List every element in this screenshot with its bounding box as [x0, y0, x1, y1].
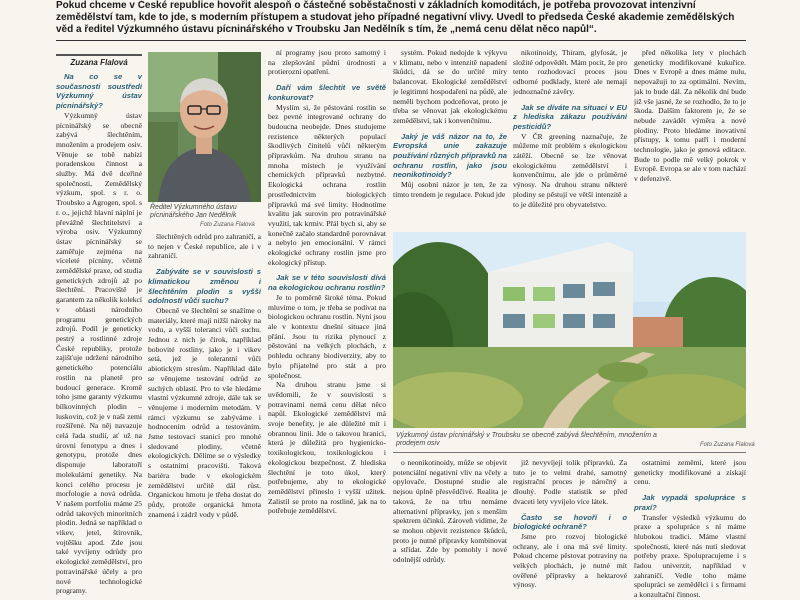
article-paragraph: Je to poměrně široké téma. Pokud mluvíme o tom, je třeba se podívat na biologickou ochranu rostlin. Nyní jsou ale v kontextu dnešní situace jiná přání. Jsou tu rizika plynoucí z pěstování na velkých plochách, z pohledu ochrany biodiverzity, aby to bylo přijatelné pro stát a pro společnost. — [268, 292, 386, 380]
article-paragraph: Obecně ve šlechtění se snažíme o materiály, které mají nižší nároky na vodu, a vyšší toleranci vůči suchu. Jednou z nich je čirok, například bobovité rostliny, jako je i vikev setá, jež je tolerantní vůči abiotickým stresům. Například dále se věnujeme testování odrůd ze suchých oblastí. Pro to vše hledáme vlastní výzkumné zdroje, dále tak se věnujeme i moderním metodám. V rámci výzkumu se zabýváme i hodnocením odrůd a testováním. Jsme testovací stanicí pro mnohé sledované plodiny, včetně ekologických. Dělíme se o výsledky s ostatními pracovišti. Taková bariéra bude v ekologickém zemědělství určitě dál růst. Organickou hmotu je třeba dostat do půdy, protože organická hmota znamená i zádrž vody v půdě. — [148, 305, 261, 519]
interview-question: Na co se v současnosti soustředí Výzkumný ústav pícninářský? — [56, 72, 142, 111]
column-5 — [513, 48, 627, 228]
article-paragraph: o neonikotinoidy, může se objevit potenciální negativní vliv na včely a opylovače. Dostupné studie ale nejsou úplně přesvědčivé. Realita je taková, že na trhu nemáme alternativní přípravky, jen s menším spektrem účinků. Zároveň vidíme, že se mohou objevit rezistence škůdců, proto je nutné přípravky kombinovat a střídat. Zde by pomohly i nové odolnější odrůdy. — [393, 458, 507, 565]
portrait-credit: Foto Zuzana Flalová — [200, 222, 255, 228]
portrait-caption: Ředitel Výzkumného ústavu pícninářského Jan Nedělník — [150, 204, 237, 219]
interview-question: Jak se díváte na situaci v EU z hlediska zákazu používání pesticidů? — [513, 102, 627, 131]
photo-rule — [393, 452, 746, 453]
column-7 — [393, 458, 507, 600]
portrait-photo — [148, 52, 261, 202]
article-paragraph: nikotinoidy, Thiram, glyfosát, je složité odpovědět. Mám pocit, že pro tento rozhodovací proces jsou odborné podklady, které ale nemají jednoznačné závěry. — [513, 48, 627, 96]
article-lead: Pokud chceme v České republice hovořit alespoň o částečné soběstačnosti v základních komoditách, je potřeba provozovat intenzivní zemědělství tam, kde to jde, s moderním přístupem a studovat jeho případné negativní vlivy. Uvedl to předseda České akademie zemědělských věd a ředitel Výzkumného ústavu pícninářského v Troubsku Jan Nedělník s tím, že „nemá cenu dělat něco napůl“. — [56, 0, 735, 35]
interview-question: Daří vám šlechtit ve světě konkurovat? — [268, 83, 386, 102]
article-paragraph: Transfer výsledků výzkumu do praxe a spolupráce s ní máme hlubokou tradici. Máme vlastní společnosti, které nás nutí sledovat potřeby praxe. Spolupracujeme i s řadou univerzit, například v zahraničí. Vedle toho máme spolupráci se zemědělci i s firmami a konzultační činnost. — [634, 512, 746, 600]
building-caption: Výzkumný ústav pícninářský v Troubsku se obecně zabývá šlechtěním, množením a prodejem osiv — [396, 432, 657, 447]
article-paragraph: před několika lety v plochách geneticky modifikované kukuřice. Dnes v Evropě a dnes máme nulu, nepovažuji to za optimální. Nevím, jak to bude dál. Za několik dní bude již vše jasné, že se rozhodlo, že to je škoda. Dalším faktorem je, že se nebude zavádět výměra a nové plodiny. Proto hledáme inovativní přístupy, k tomu patří i moderní technologie, jako je genová editace. Bude to podle mě velký pokrok v Evropě. Evropa se ale v tom nachází v defenzivě. — [634, 48, 746, 184]
article-paragraph: ostatními zeměmi, které jsou geneticky modifikované a získají cenu. — [634, 458, 746, 487]
interview-question: Zabýváte se v souvislosti s klimatickou změnou i šlechtěním plodin s vyšší odolností vůči suchu? — [148, 267, 261, 306]
article-paragraph: již nevyvíjejí tolik přípravků. Za tuto je to velmi drahé, samotný registrační proces je náročný a dlouhý. Podle statistik se před dvaceti lety vyvíjelo více látek. — [513, 458, 627, 506]
interview-question: Často se hovoří i o biologické ochraně? — [513, 512, 627, 532]
article-paragraph: Na druhou stranu jsme si uvědomili, že v souvislosti s potravinami nemá cenu dělat něco napůl. Ekologické zemědělství má svoje benefity, je ale důležité mít i obrannou linii. Jde o takovou hranici, která je důležitá pro hygienicko-toxikologickou, toxikologickou i ekologickou bezpečnost. Z hlediska šlechtění je toto úkol, který potřebujeme, aby to ekologické zemědělství přineslo i vyšší užitek. Zalistil se proto na rostlině, jak na to potřebuje zemědělství. — [268, 380, 386, 516]
interview-question: Jak se v této souvislosti dívá na ekologickou ochranu rostlin? — [268, 273, 386, 293]
article-paragraph: systém. Pokud nedojde k výkyvu v klimatu, nebo v intenzitě napadení škůdci, dá se do určité míry balancovat. Ekologické zemědělství je legitimní hospodaření na půdě, ale neměli bychom podceňovat, proto je třeba se věnovat jak ekologickému zemědělství, tak i konvenčnímu. — [393, 48, 507, 125]
building-credit: Foto Zuzana Flalová — [700, 442, 755, 448]
building-illustration — [393, 232, 746, 428]
author-byline: Zuzana Flalová — [56, 54, 142, 72]
article-paragraph: šlechtěných odrůd pro zahraničí, a to nejen v České republice, ale i v zahraničí. — [148, 232, 261, 261]
article-paragraph: V ČR greening naznačuje, že můžeme mít problém s ekologickou zátěží. Obecně se lze věnovat ekologickému zemědělství i konvenčnímu, ale jde o průměrné výnosy. Na druhou stranu některé plodiny se pěstují ve větší intenzitě a to je důležité pro obyvatelstvo. — [513, 131, 627, 209]
column-3 — [268, 48, 386, 600]
article-paragraph: Jsme pro rozvoj biologické ochrany, ale i ona má své limity. Pokud chceme pěstovat potraviny na velkých plochách, je nutné mít ověřené přípravky a hektarové výnosy. — [513, 531, 627, 590]
lead-rule — [56, 40, 746, 41]
interview-question: Jak vypadá spolupráce s praxí? — [634, 493, 746, 512]
interview-question: Jaký je váš názor na to, že Evropská unie zakazuje používání různých přípravků na ochranu rostlin, jako jsou neonikotinoidy? — [393, 131, 507, 180]
building-photo — [393, 232, 746, 428]
column-6 — [634, 48, 746, 228]
article-paragraph: Myslím si, že pěstování rostlin se bez pevné integrované ochrany do budoucna neobejde. Dnes studujeme rezistence některých populací škodlivých činitelů vůči některým přípravkům. Na druhou stranu na mnoha místech je využívání chemických přípravků nezbytné. Ekologická ochrana rostlin prostřednictvím biologických přípravků má své limity. Hodnotíme kvalitu jak surovin pro potravinářské využití, tak krmiv. Přál bych si, aby se konečně začalo standardně porovnávat a nebylo jen emocionální. V rámci ekologické ochrany rostlin jsme pro ekologický přístup. — [268, 102, 386, 267]
column-2 — [148, 232, 261, 600]
article-paragraph: ní programy jsou proto samotný i na zlepšování půdní úrodnosti a protierozní opatření. — [268, 48, 386, 77]
column-1 — [56, 72, 142, 600]
article-paragraph: Můj osobní názor je ten, že za tímto trendem je regulace. Pokud jde — [393, 180, 507, 199]
column-4 — [393, 48, 507, 228]
column-9 — [634, 458, 746, 600]
article-paragraph: Výzkumný ústav pícninářský se obecně zabývá šlechtěním, množením a prodejem osiv. Věnuje se tobě nabízí poradenskou činnost a služby. Má dvě dceřiné společnosti, Zemědělský výzkum, spol. s r. o. Troubsko a Agrogen, spol. s r. o., jejichž hlavní náplní je převážně šlechtitelství a výroba osiv. Výzkumný ústav pícninářský se zaměřuje zejména na víceleté pícniny, včetně zemědělské praxe, od studia genetických zdrojů až po šlechtění. Pracoviště je garantem za několik kolekcí v oblasti národního programu genetických zdrojů. Podíl je geneticky pestrý a rostlinné zdroje České republiky, protože zajišťuje udržení národního genetického potenciálu rostlin na planetě pro budoucí generace. Kromě toho jsme garanty výzkumu bílkovinných plodin – luskovin, což je v naši zemi rozšířené. Na něj navazuje celá řada studií, ať už na úrovni fenotypu a dnes i genotypu, protože dnes disponuje laboratoří molekulární genetiky. Na konci celého procesu je morfologie a nová odrůda. V našem portfoliu máme 25 odrůd takových minoritních plodin. Jedná se například o vikev, jetel, štírovník, vojtěšku apod. Zde jsou také vyvíjeny odrůdy pro ekologické zemědělství, pro potravinářské účely a pro nové technologické programy. — [56, 110, 142, 596]
column-8 — [513, 458, 627, 600]
portrait-illustration — [148, 52, 261, 202]
